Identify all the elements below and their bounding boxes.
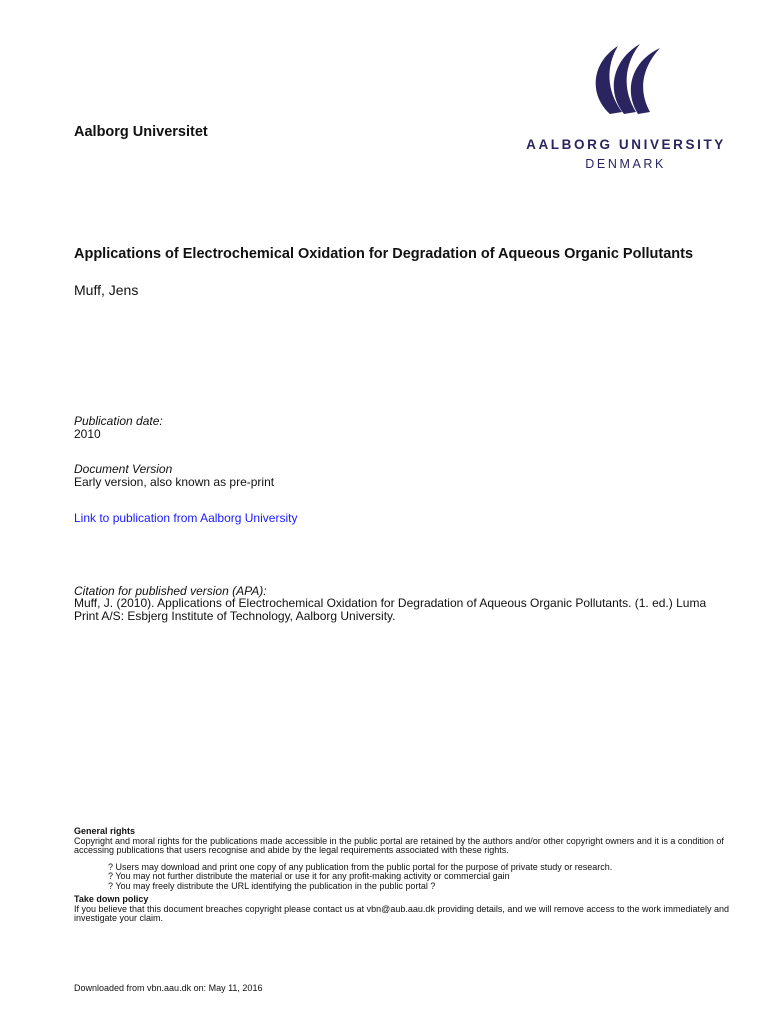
publication-author: Muff, Jens bbox=[74, 282, 139, 298]
takedown-heading: Take down policy bbox=[74, 894, 149, 904]
document-version-value: Early version, also known as pre-print bbox=[74, 475, 275, 489]
publication-date-value: 2010 bbox=[74, 427, 101, 441]
document-version-label: Document Version bbox=[74, 462, 173, 476]
general-rights-text: Copyright and moral rights for the publications made accessible in the public portal are retained by the authors and/or other copyright owners and it is a condition of accessing publications that users recognise and abide by the legal requirements associated with these rights. bbox=[74, 835, 724, 855]
rights-item: ? You may not further distribute the material or use it for any profit-making activity or commercial gain bbox=[108, 871, 510, 881]
university-logo bbox=[524, 40, 728, 176]
publication-title: Applications of Electrochemical Oxidation for Degradation of Aqueous Organic Pollutants bbox=[74, 246, 694, 262]
citation-label: Citation for published version (APA): bbox=[74, 584, 267, 598]
publication-date-label: Publication date: bbox=[74, 414, 163, 428]
rights-item: ? Users may download and print one copy of any publication from the public portal for the purpose of private study or research. bbox=[108, 861, 613, 872]
institution-name: Aalborg Universitet bbox=[74, 124, 208, 140]
takedown-text: If you believe that this document breaches copyright please contact us at vbn@aub.aau.dk providing details, and we will remove access to the work immediately and investigate your claim. bbox=[74, 903, 729, 923]
download-footer: Downloaded from vbn.aau.dk on: May 11, 2016 bbox=[74, 983, 263, 993]
general-rights-section bbox=[74, 827, 734, 924]
citation-text: Muff, J. (2010). Applications of Electrochemical Oxidation for Degradation of Aqueous Organic Pollutants. (1. ed.) Luma Print A/S: Esbjerg Institute of Technology, Aalborg University. bbox=[74, 596, 707, 623]
logo-country: DENMARK bbox=[585, 157, 666, 171]
aau-wave-icon bbox=[580, 40, 672, 120]
logo-university-name: AALBORG UNIVERSITY bbox=[526, 137, 726, 152]
rights-item: ? You may freely distribute the URL identifying the publication in the public portal ? bbox=[108, 880, 436, 891]
general-rights-heading: General rights bbox=[74, 826, 136, 836]
publication-link[interactable]: Link to publication from Aalborg University bbox=[74, 511, 298, 525]
